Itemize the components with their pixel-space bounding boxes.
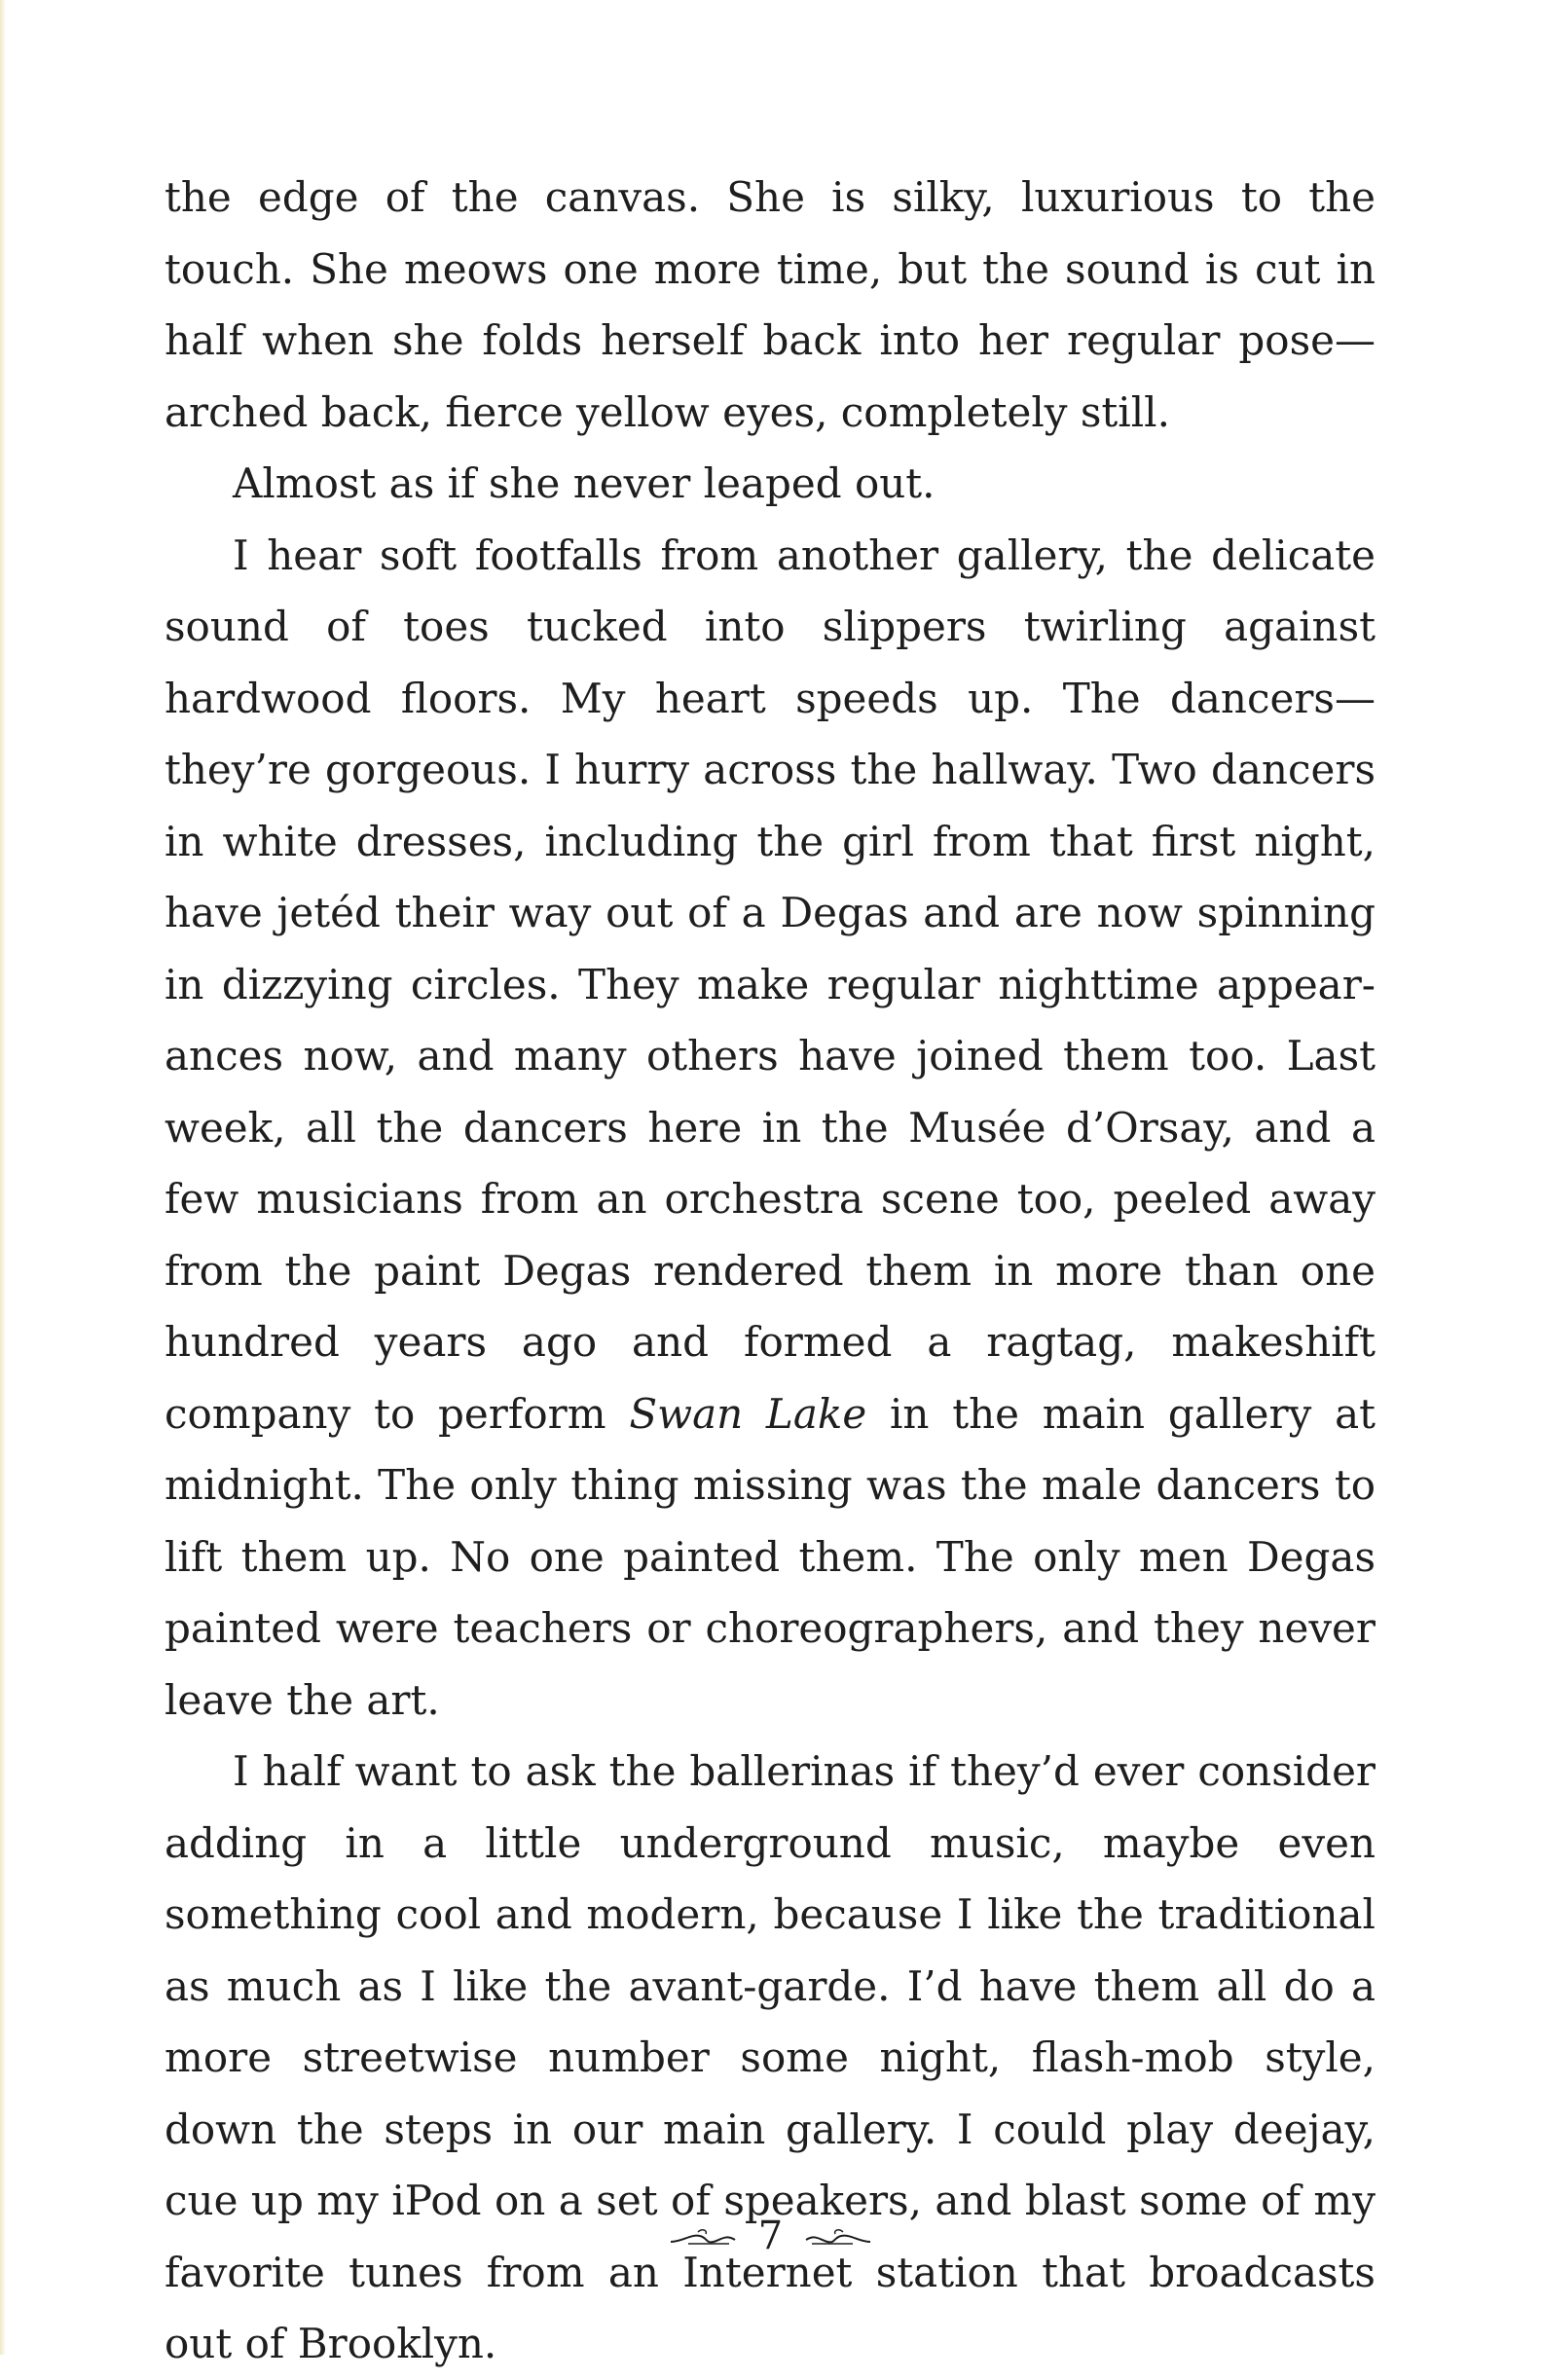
flourish-ornament-icon bbox=[804, 2224, 872, 2248]
paragraph-3-text-a: I hear soft footfalls from another gallery, the delicate sound of toes tucked into slippers twirling against hardwood floors. My heart speeds up. The dancers—they’re gorgeous. I hurry across the hallway. Two dancers in white dresses, including the girl from that first night, have jetéd their way out of a Degas and are now spinning in dizzying circles. They make regular nighttime appear-ances now, and many others have joined them too. Last week, all the dancers here in the Musée d’Orsay, and a few musicians from an orchestra scene too, peeled away from the paint Degas rendered them in more than one hundred years ago and formed a ragtag, makeshift company to perform bbox=[165, 531, 1376, 1438]
body-text bbox=[165, 162, 1376, 2380]
paragraph-3-text-b: in the main gallery at midnight. The only thing missing was the male dancers to lift them up. No one painted them. The only men Degas painted were teachers or choreographers, and they never leave the art. bbox=[165, 1389, 1376, 1724]
paragraph-4 bbox=[165, 1736, 1376, 2380]
paragraph-1 bbox=[165, 162, 1376, 448]
paragraph-2-text: Almost as if she never leaped out. bbox=[233, 459, 936, 507]
flourish-ornament-icon bbox=[669, 2224, 737, 2248]
page-number: 7 bbox=[757, 2214, 784, 2258]
paragraph-2 bbox=[165, 448, 1376, 520]
paragraph-3 bbox=[165, 520, 1376, 1737]
paragraph-3-title-swan-lake: Swan Lake bbox=[629, 1389, 867, 1438]
page-edge-shadow bbox=[0, 0, 6, 2355]
paragraph-1-text: the edge of the canvas. She is silky, luxurious to the touch. She meows one more time, but the sound is cut in half when she folds herself back into her regular pose—arched back, fierce yellow eyes, completely still. bbox=[165, 173, 1376, 436]
paragraph-4-text: I half want to ask the ballerinas if they’d ever consider adding in a little underground music, maybe even something cool and modern, because I like the traditional as much as I like the avant-garde. I’d have them all do a more streetwise number some night, flash-mob style, down the steps in our main gallery. I could play deejay, cue up my iPod on a set of speakers, and blast some of my favorite tunes from an Internet station that broadcasts out of Brooklyn. bbox=[165, 1747, 1376, 2367]
page-footer bbox=[0, 2212, 1541, 2260]
